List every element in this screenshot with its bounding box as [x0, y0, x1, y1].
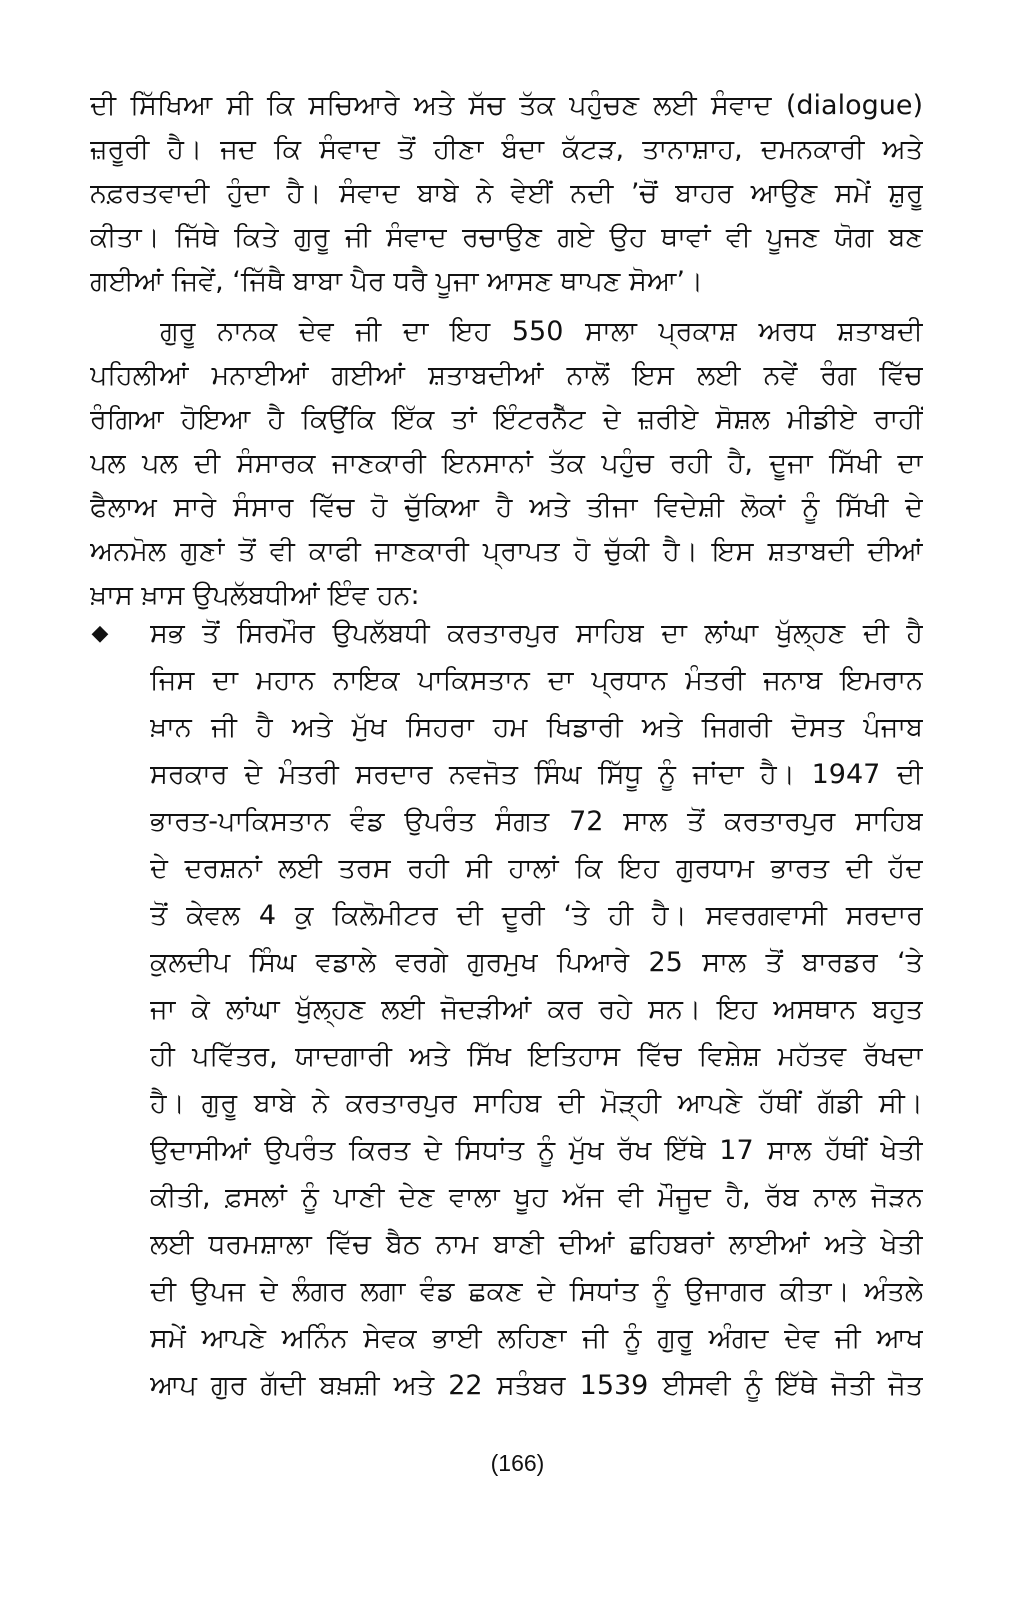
paragraph-1-line: ਕੀਤਾ। ਜਿੱਥੇ ਕਿਤੇ ਗੁਰੂ ਜੀ ਸੰਵਾਦ ਰਚਾਉਣ ਗਏ ਉਹ ਥਾਵਾਂ ਵੀ ਪੂਜਣ ਯੋਗ ਬਣ: [90, 222, 923, 253]
paragraph-2-line: ਖ਼ਾਸ ਖ਼ਾਸ ਉਪਲੱਬਧੀਆਂ ਇੰਵ ਹਨ:: [90, 580, 420, 611]
paragraph-1-line: ਨਫ਼ਰਤਵਾਦੀ ਹੁੰਦਾ ਹੈ। ਸੰਵਾਦ ਬਾਬੇ ਨੇ ਵੇਈਂ ਨਦੀ ’ਚੋਂ ਬਾਹਰ ਆਉਣ ਸਮੇਂ ਸ਼ੁਰੂ: [90, 178, 923, 209]
paragraph-2-line: ਗੁਰੂ ਨਾਨਕ ਦੇਵ ਜੀ ਦਾ ਇਹ 550 ਸਾਲਾ ਪ੍ਰਕਾਸ਼ ਅਰਧ ਸ਼ਤਾਬਦੀ: [160, 316, 923, 347]
bullet-line: ਆਪ ਗੁਰ ਗੱਦੀ ਬਖ਼ਸ਼ੀ ਅਤੇ 22 ਸਤੰਬਰ 1539 ਈਸਵੀ ਨੂੰ ਇੱਥੇ ਜੋਤੀ ਜੋਤ: [150, 1370, 923, 1401]
bullet-line: ਸਭ ਤੋਂ ਸਿਰਮੌਰ ਉਪਲੱਬਧੀ ਕਰਤਾਰਪੁਰ ਸਾਹਿਬ ਦਾ ਲਾਂਘਾ ਖੁੱਲ੍ਹਣ ਦੀ ਹੈ: [150, 618, 923, 649]
bullet-line: ਹੈ। ਗੁਰੂ ਬਾਬੇ ਨੇ ਕਰਤਾਰਪੁਰ ਸਾਹਿਬ ਦੀ ਮੋੜ੍ਹੀ ਆਪਣੇ ਹੱਥੀਂ ਗੱਡੀ ਸੀ।: [150, 1088, 923, 1119]
paragraph-2-line: ਅਨਮੋਲ ਗੁਣਾਂ ਤੋਂ ਵੀ ਕਾਫੀ ਜਾਣਕਾਰੀ ਪ੍ਰਾਪਤ ਹੋ ਚੁੱਕੀ ਹੈ। ਇਸ ਸ਼ਤਾਬਦੀ ਦੀਆਂ: [90, 536, 923, 567]
bullet-line: ਦੇ ਦਰਸ਼ਨਾਂ ਲਈ ਤਰਸ ਰਹੀ ਸੀ ਹਾਲਾਂ ਕਿ ਇਹ ਗੁਰਧਾਮ ਭਾਰਤ ਦੀ ਹੱਦ: [150, 853, 923, 884]
bullet-diamond-icon: ◆: [91, 621, 109, 646]
paragraph-2-line: ਰੰਗਿਆ ਹੋਇਆ ਹੈ ਕਿਉਂਕਿ ਇੱਕ ਤਾਂ ਇੰਟਰਨੈੱਟ ਦੇ ਜ਼ਰੀਏ ਸੋਸ਼ਲ ਮੀਡੀਏ ਰਾਹੀਂ: [90, 404, 923, 435]
bullet-line: ਖ਼ਾਨ ਜੀ ਹੈ ਅਤੇ ਮੁੱਖ ਸਿਹਰਾ ਹਮ ਖਿਡਾਰੀ ਅਤੇ ਜਿਗਰੀ ਦੋਸਤ ਪੰਜਾਬ: [150, 712, 923, 743]
bullet-line: ਕੁਲਦੀਪ ਸਿੰਘ ਵਡਾਲੇ ਵਰਗੇ ਗੁਰਮੁਖ ਪਿਆਰੇ 25 ਸਾਲ ਤੋਂ ਬਾਰਡਰ ‘ਤੇ: [150, 947, 923, 978]
bullet-line: ਭਾਰਤ-ਪਾਕਿਸਤਾਨ ਵੰਡ ਉਪਰੰਤ ਸੰਗਤ 72 ਸਾਲ ਤੋਂ ਕਰਤਾਰਪੁਰ ਸਾਹਿਬ: [150, 806, 923, 837]
bullet-line: ਸਰਕਾਰ ਦੇ ਮੰਤਰੀ ਸਰਦਾਰ ਨਵਜੋਤ ਸਿੰਘ ਸਿੱਧੂ ਨੂੰ ਜਾਂਦਾ ਹੈ। 1947 ਦੀ: [150, 759, 923, 790]
paragraph-1-line: ਜ਼ਰੂਰੀ ਹੈ। ਜਦ ਕਿ ਸੰਵਾਦ ਤੋਂ ਹੀਣਾ ਬੰਦਾ ਕੱਟੜ, ਤਾਨਾਸ਼ਾਹ, ਦਮਨਕਾਰੀ ਅਤੇ: [90, 134, 923, 165]
bullet-line: ਤੋਂ ਕੇਵਲ 4 ਕੁ ਕਿਲੋਮੀਟਰ ਦੀ ਦੂਰੀ ‘ਤੇ ਹੀ ਹੈ। ਸਵਰਗਵਾਸੀ ਸਰਦਾਰ: [150, 900, 923, 931]
bullet-line: ਉਦਾਸੀਆਂ ਉਪਰੰਤ ਕਿਰਤ ਦੇ ਸਿਧਾਂਤ ਨੂੰ ਮੁੱਖ ਰੱਖ ਇੱਥੇ 17 ਸਾਲ ਹੱਥੀਂ ਖੇਤੀ: [150, 1135, 923, 1166]
paragraph-2-line: ਪਲ ਪਲ ਦੀ ਸੰਸਾਰਕ ਜਾਣਕਾਰੀ ਇਨਸਾਨਾਂ ਤੱਕ ਪਹੁੰਚ ਰਹੀ ਹੈ, ਦੂਜਾ ਸਿੱਖੀ ਦਾ: [90, 448, 923, 479]
bullet-line: ਜਿਸ ਦਾ ਮਹਾਨ ਨਾਇਕ ਪਾਕਿਸਤਾਨ ਦਾ ਪ੍ਰਧਾਨ ਮੰਤਰੀ ਜਨਾਬ ਇਮਰਾਨ: [150, 665, 923, 696]
paragraph-1-line: ਦੀ ਸਿੱਖਿਆ ਸੀ ਕਿ ਸਚਿਆਰੇ ਅਤੇ ਸੱਚ ਤੱਕ ਪਹੁੰਚਣ ਲਈ ਸੰਵਾਦ (dialogue): [90, 90, 923, 121]
bullet-line: ਸਮੇਂ ਆਪਣੇ ਅਨਿੰਨ ਸੇਵਕ ਭਾਈ ਲਹਿਣਾ ਜੀ ਨੂੰ ਗੁਰੂ ਅੰਗਦ ਦੇਵ ਜੀ ਆਖ: [150, 1323, 923, 1354]
paragraph-2-line: ਪਹਿਲੀਆਂ ਮਨਾਈਆਂ ਗਈਆਂ ਸ਼ਤਾਬਦੀਆਂ ਨਾਲੋਂ ਇਸ ਲਈ ਨਵੇਂ ਰੰਗ ਵਿੱਚ: [90, 360, 923, 391]
bullet-line: ਜਾ ਕੇ ਲਾਂਘਾ ਖੁੱਲ੍ਹਣ ਲਈ ਜੋਦੜੀਆਂ ਕਰ ਰਹੇ ਸਨ। ਇਹ ਅਸਥਾਨ ਬਹੁਤ: [150, 994, 923, 1025]
bullet-line: ਹੀ ਪਵਿੱਤਰ, ਯਾਦਗਾਰੀ ਅਤੇ ਸਿੱਖ ਇਤਿਹਾਸ ਵਿੱਚ ਵਿਸ਼ੇਸ਼ ਮਹੱਤਵ ਰੱਖਦਾ: [150, 1041, 923, 1072]
page-number: (166): [490, 1450, 545, 1476]
bullet-line: ਦੀ ਉਪਜ ਦੇ ਲੰਗਰ ਲਗਾ ਵੰਡ ਛਕਣ ਦੇ ਸਿਧਾਂਤ ਨੂੰ ਉਜਾਗਰ ਕੀਤਾ। ਅੰਤਲੇ: [150, 1276, 923, 1307]
paragraph-1-line: ਗਈਆਂ ਜਿਵੇਂ, ‘ਜਿੱਥੈ ਬਾਬਾ ਪੈਰ ਧਰੈ ਪੂਜਾ ਆਸਣ ਥਾਪਣ ਸੋਆ’।: [90, 266, 704, 297]
paragraph-2-line: ਫੈਲਾਅ ਸਾਰੇ ਸੰਸਾਰ ਵਿੱਚ ਹੋ ਚੁੱਕਿਆ ਹੈ ਅਤੇ ਤੀਜਾ ਵਿਦੇਸ਼ੀ ਲੋਕਾਂ ਨੂੰ ਸਿੱਖੀ ਦੇ: [90, 492, 923, 523]
bullet-line: ਕੀਤੀ, ਫ਼ਸਲਾਂ ਨੂੰ ਪਾਣੀ ਦੇਣ ਵਾਲਾ ਖੂਹ ਅੱਜ ਵੀ ਮੌਜੂਦ ਹੈ, ਰੱਬ ਨਾਲ ਜੋੜਨ: [150, 1182, 923, 1213]
bullet-line: ਲਈ ਧਰਮਸ਼ਾਲਾ ਵਿੱਚ ਬੈਠ ਨਾਮ ਬਾਣੀ ਦੀਆਂ ਛਹਿਬਰਾਂ ਲਾਈਆਂ ਅਤੇ ਖੇਤੀ: [150, 1229, 923, 1260]
